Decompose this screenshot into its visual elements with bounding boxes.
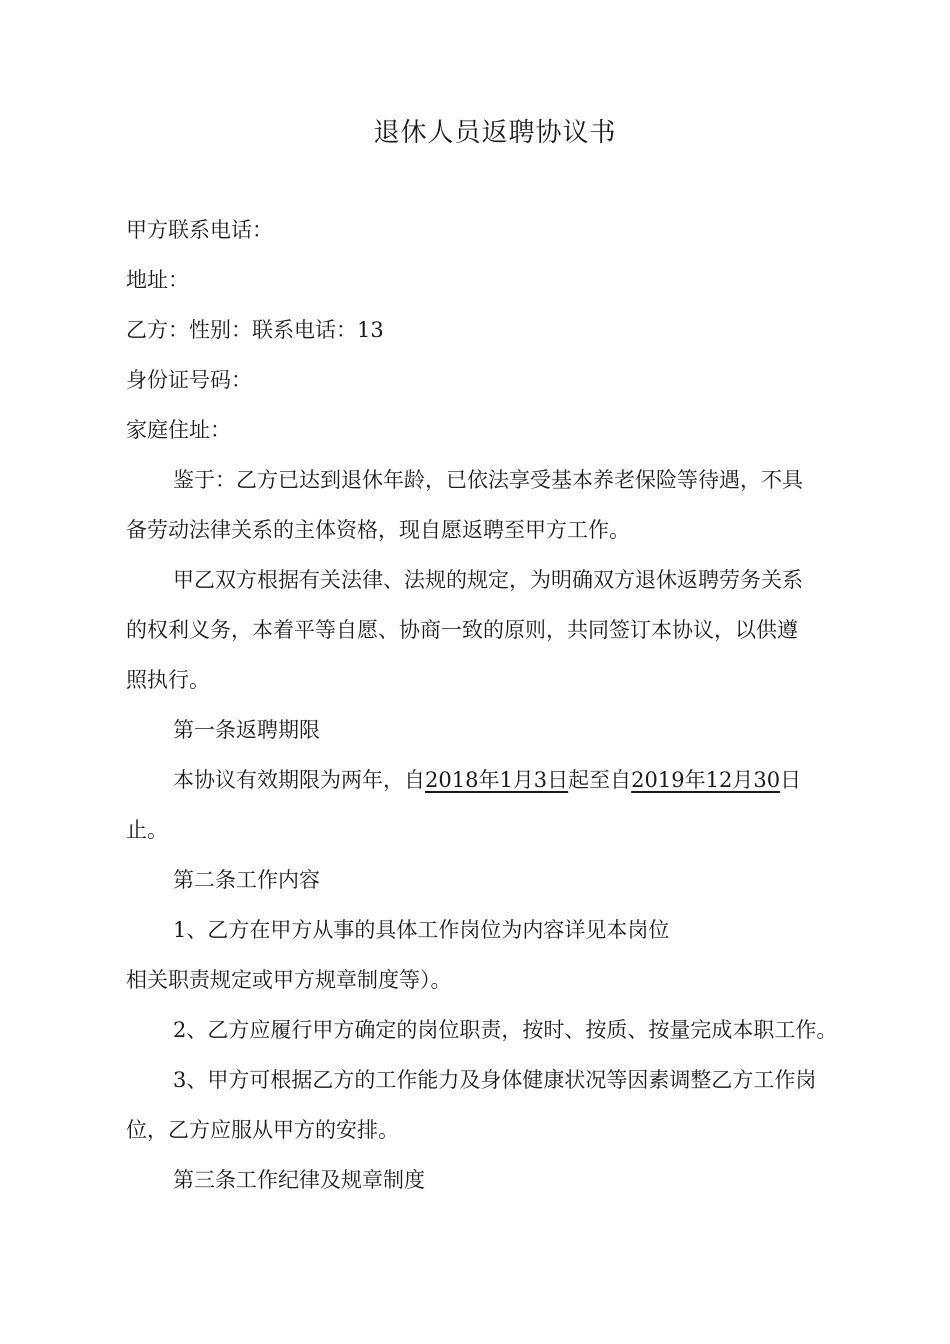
party-a-phone-field: 甲方联系电话： — [126, 218, 273, 242]
article-3-heading: 第三条工作纪律及规章制度 — [173, 1168, 425, 1192]
preamble-paragraph-1-line-1: 鉴于：乙方已达到退休年龄，已依法享受基本养老保险等待遇，不具 — [173, 468, 803, 492]
preamble-paragraph-2-line-1: 甲乙双方根据有关法律、法规的规定，为明确双方退休返聘劳务关系 — [173, 568, 803, 592]
preamble-paragraph-2-line-3: 照执行。 — [126, 668, 210, 692]
article-2-item-3-line-1: 3、甲方可根据乙方的工作能力及身体健康状况等因素调整乙方工作岗 — [173, 1068, 817, 1092]
article-1-text-after-end: 日 — [780, 768, 802, 792]
article-1-start-date: 2018年1月3日 — [425, 768, 569, 792]
preamble-paragraph-2-line-2: 的权利义务，本着平等自愿、协商一致的原则，共同签订本协议，以供遵 — [126, 618, 798, 642]
article-2-heading: 第二条工作内容 — [173, 868, 320, 892]
address-field: 地址： — [126, 268, 189, 292]
article-1-text-between: 起至自 — [568, 768, 632, 792]
party-b-info-field: 乙方：性别：联系电话：13 — [126, 318, 384, 342]
id-number-field: 身份证号码： — [126, 368, 252, 392]
article-1-term-line — [126, 755, 866, 805]
article-1-heading: 第一条返聘期限 — [173, 718, 320, 742]
article-2-item-2: 2、乙方应履行甲方确定的岗位职责，按时、按质、按量完成本职工作。 — [173, 1018, 838, 1042]
preamble-paragraph-1-line-2: 备劳动法律关系的主体资格，现自愿返聘至甲方工作。 — [126, 518, 630, 542]
article-1-term-line-2: 止。 — [126, 818, 168, 842]
home-address-field: 家庭住址： — [126, 418, 231, 442]
document-body — [126, 205, 866, 1205]
article-2-item-3-line-2: 位，乙方应服从甲方的安排。 — [126, 1118, 399, 1142]
article-1-end-date: 2019年12月30 — [631, 768, 781, 792]
article-2-item-1-line-2: 相关职责规定或甲方规章制度等）。 — [126, 968, 452, 992]
document-title: 退休人员返聘协议书 — [373, 118, 617, 148]
article-2-item-1-line-1: 1、乙方在甲方从事的具体工作岗位为内容详见本岗位 — [173, 918, 670, 942]
article-1-text-before-start: 本协议有效期限为两年，自 — [173, 768, 425, 792]
